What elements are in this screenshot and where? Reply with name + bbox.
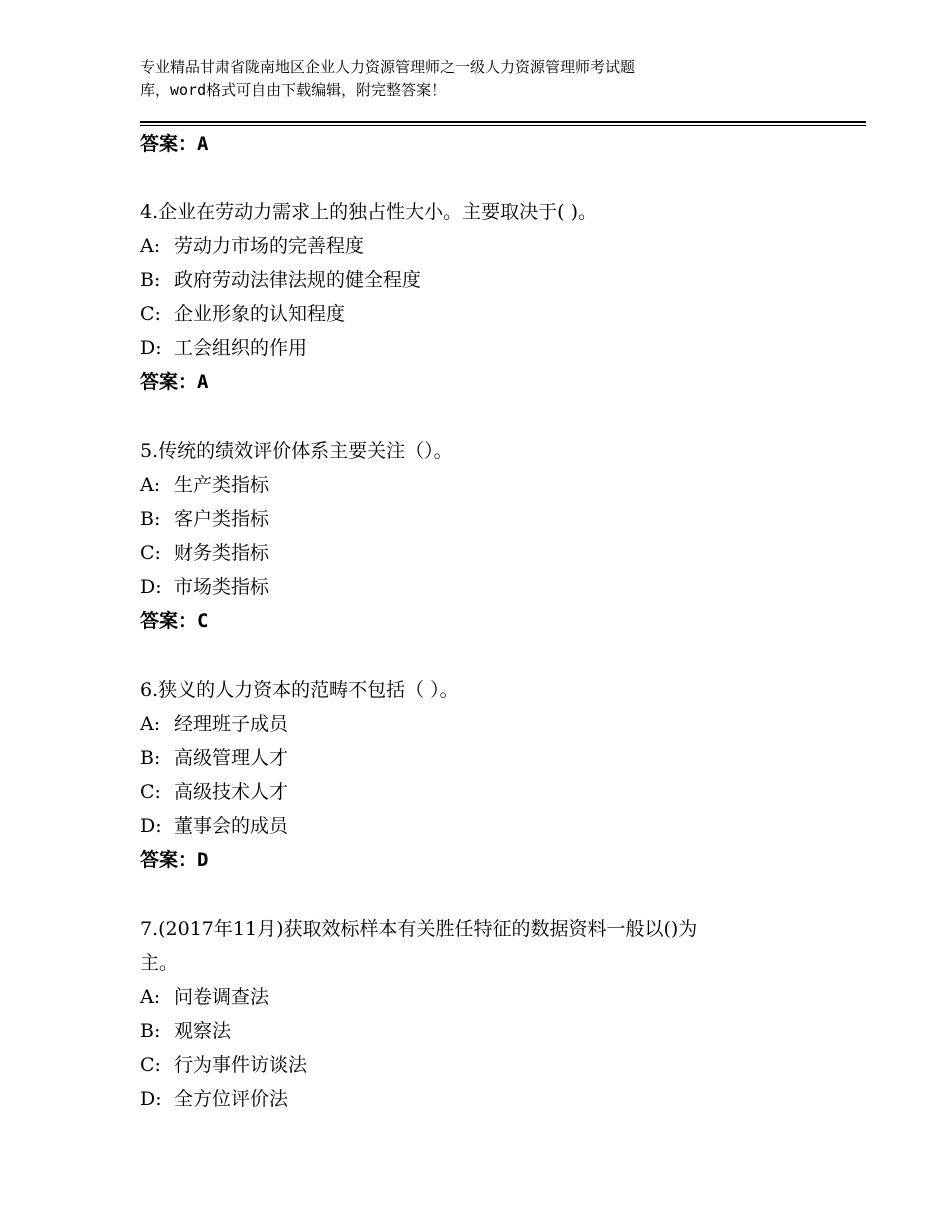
answer: 答案：C	[140, 610, 209, 632]
option-a	[140, 712, 288, 736]
header-line-2: 库，word格式可自由下载编辑，附完整答案！	[140, 81, 447, 99]
option-d	[140, 814, 288, 838]
option-text: 高级管理人才	[174, 747, 289, 769]
answer: 答案：D	[140, 849, 209, 871]
option-text: 生产类指标	[174, 474, 270, 496]
answer-prev: 答案：A	[140, 133, 209, 155]
option-letter: A:	[140, 235, 161, 257]
option-c	[140, 780, 288, 804]
question-stem: 7.(2017年11月)获取效标样本有关胜任特征的数据资料一般以()为	[140, 918, 698, 940]
option-text: 客户类指标	[174, 508, 270, 530]
option-text: 问卷调查法	[174, 986, 270, 1008]
option-letter: D:	[140, 337, 162, 359]
option-text: 工会组织的作用	[174, 337, 308, 359]
header-rule-thick	[140, 121, 866, 123]
option-c	[140, 302, 345, 326]
document-header	[140, 56, 820, 102]
option-text: 高级技术人才	[174, 781, 289, 803]
option-text: 全方位评价法	[174, 1088, 289, 1110]
option-d	[140, 1087, 288, 1111]
option-letter: D:	[140, 576, 162, 598]
option-letter: C:	[140, 781, 161, 803]
question-stem-continued: 主。	[140, 952, 179, 974]
option-letter: B:	[140, 1020, 161, 1042]
option-a	[140, 985, 269, 1009]
option-text: 劳动力市场的完善程度	[174, 235, 365, 257]
option-b	[140, 507, 269, 531]
header-rule-thin	[140, 125, 866, 126]
option-letter: A:	[140, 474, 161, 496]
option-letter: D:	[140, 1088, 162, 1110]
option-a	[140, 473, 269, 497]
option-letter: A:	[140, 713, 161, 735]
question-stem: 5.传统的绩效评价体系主要关注（）。	[140, 440, 453, 462]
option-b	[140, 268, 421, 292]
option-b	[140, 746, 288, 770]
option-letter: C:	[140, 542, 161, 564]
option-letter: B:	[140, 508, 161, 530]
question-stem: 4.企业在劳动力需求上的独占性大小。主要取决于( )。	[140, 201, 597, 223]
option-d	[140, 336, 307, 360]
option-text: 观察法	[174, 1020, 232, 1042]
option-text: 财务类指标	[174, 542, 270, 564]
option-letter: C:	[140, 1054, 161, 1076]
option-text: 经理班子成员	[174, 713, 289, 735]
option-letter: B:	[140, 269, 161, 291]
option-d	[140, 575, 269, 599]
option-text: 政府劳动法律法规的健全程度	[174, 269, 422, 291]
option-text: 市场类指标	[174, 576, 270, 598]
option-letter: A:	[140, 986, 161, 1008]
option-b	[140, 1019, 231, 1043]
option-text: 企业形象的认知程度	[174, 303, 346, 325]
option-letter: C:	[140, 303, 161, 325]
option-a	[140, 234, 364, 258]
option-c	[140, 1053, 307, 1077]
option-text: 董事会的成员	[174, 815, 289, 837]
question-stem: 6.狭义的人力资本的范畴不包括（ ）。	[140, 679, 459, 701]
option-letter: B:	[140, 747, 161, 769]
header-line-1: 专业精品甘肃省陇南地区企业人力资源管理师之一级人力资源管理师考试题	[140, 58, 636, 76]
option-c	[140, 541, 269, 565]
answer: 答案：A	[140, 371, 209, 393]
option-text: 行为事件访谈法	[174, 1054, 308, 1076]
option-letter: D:	[140, 815, 162, 837]
